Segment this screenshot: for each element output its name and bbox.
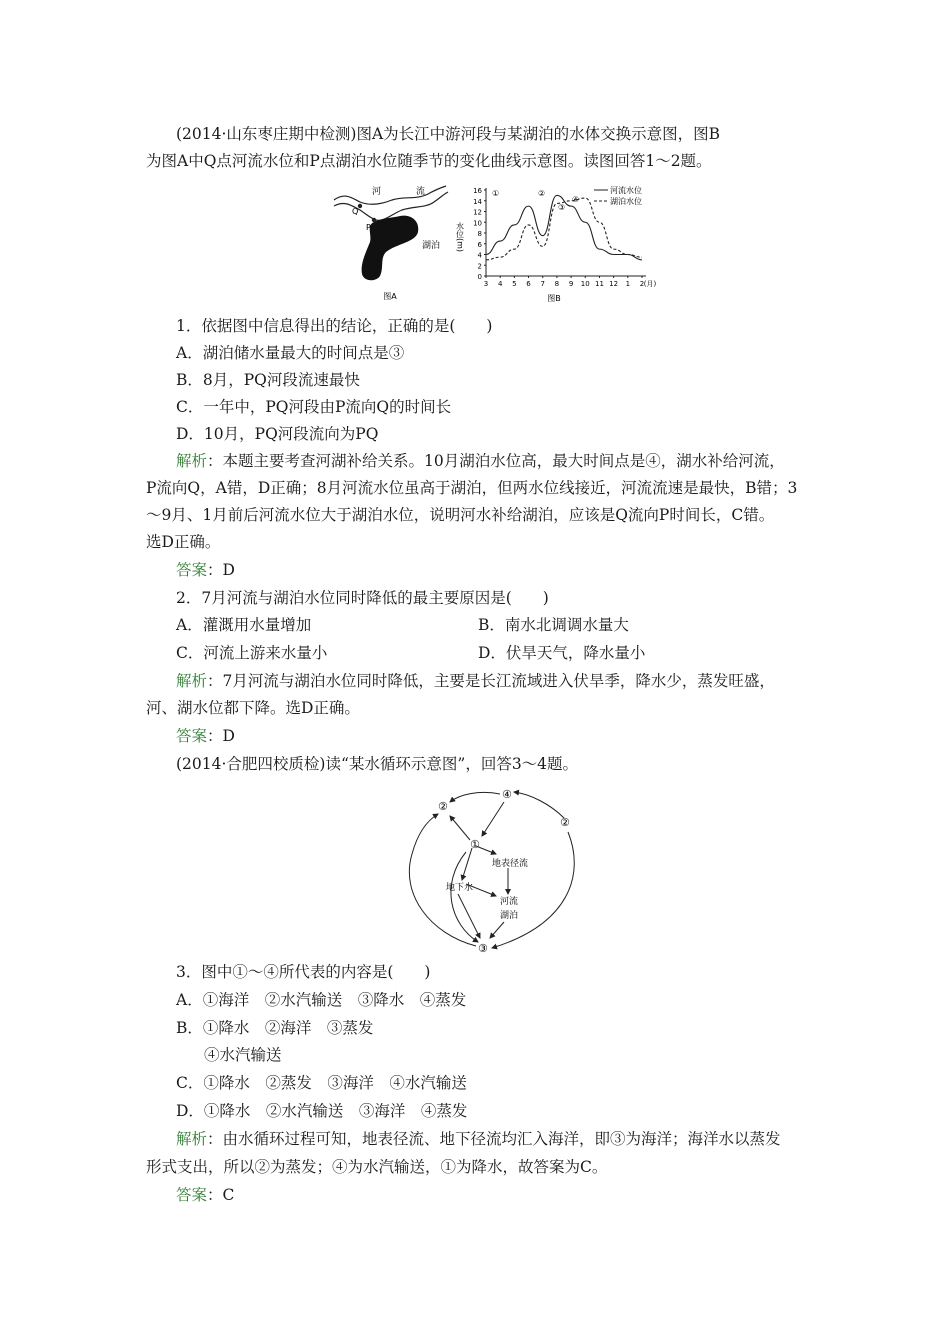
- intro-line-2: 为图A中Q点河流水位和P点湖泊水位随季节的变化曲线示意图。读图回答1～2题。: [146, 152, 712, 170]
- node-3: ③: [478, 942, 488, 955]
- q2-analysis-line-2: 河、湖水位都下降。选D正确。: [146, 699, 360, 717]
- node-1: ①: [470, 838, 480, 851]
- q1-option-a: A．湖泊储水量最大的时间点是③: [176, 344, 405, 362]
- figure-a-caption: 图A: [383, 292, 397, 301]
- q3-answer: [176, 1185, 234, 1205]
- y-tick-label: 4: [477, 251, 482, 260]
- q3-option-a: A．①海洋 ②水汽输送 ③降水 ④蒸发: [176, 991, 467, 1009]
- answer-label: 答案: [176, 561, 208, 579]
- marker-3: ③: [558, 203, 566, 212]
- q1-stem: 1．依据图中信息得出的结论，正确的是( ): [176, 317, 493, 335]
- x-tick-label: 2: [639, 280, 645, 288]
- q3-analysis-line-2: 形式支出，所以②为蒸发；④为水汽输送，①为降水，故答案为C。: [146, 1158, 608, 1176]
- answer-label: 答案: [176, 727, 208, 745]
- p-point: [372, 218, 376, 222]
- analysis-label: 解析: [176, 672, 208, 690]
- node-2-right: ②: [560, 816, 570, 829]
- q2-analysis-line-1: [176, 671, 775, 691]
- q1-answer: [176, 560, 235, 580]
- marker-1: ①: [492, 189, 500, 198]
- y-tick-label: 12: [473, 208, 482, 217]
- x-tick-label: 10: [580, 280, 590, 288]
- q3-option-c: C．①降水 ②蒸发 ③海洋 ④水汽输送: [176, 1074, 467, 1092]
- lake-label: 湖泊: [422, 241, 441, 251]
- node-2-left: ②: [438, 800, 448, 813]
- x-tick-label: 3: [483, 280, 489, 288]
- analysis-text: ：本题主要考查河湖补给关系。10月湖泊水位高，最大时间点是④，湖水补给河流，: [207, 452, 785, 470]
- river-label-1: 河: [372, 187, 382, 197]
- q1-analysis-line-2: P流向Q，A错，D正确；8月河流水位虽高于湖泊，但两水位线接近，河流流速是最快，B错；3: [146, 479, 798, 497]
- x-tick-label: 4: [497, 280, 503, 288]
- river-label: 河流: [500, 897, 519, 907]
- marker-2: ②: [538, 189, 546, 198]
- x-tick-label: 8: [554, 280, 560, 288]
- answer-value: ：D: [207, 561, 235, 579]
- q1-option-b: B．8月，PQ河段流速最快: [176, 371, 360, 389]
- analysis-label: 解析: [176, 452, 208, 470]
- q1-analysis-line-3: ～9月、1月前后河流水位大于湖泊水位，说明河水补给湖泊，应该是Q流向P时间长，C错。: [146, 506, 775, 524]
- p-label: P: [366, 223, 371, 232]
- analysis-text: ：7月河流与湖泊水位同时降低，主要是长江流域进入伏旱季，降水少，蒸发旺盛，: [207, 672, 775, 690]
- q2-option-d: D．伏旱天气，降水量小: [478, 644, 646, 662]
- lake-label: 湖泊: [500, 911, 519, 921]
- answer-label: 答案: [176, 1186, 208, 1204]
- x-tick-label: 7: [540, 280, 545, 288]
- q1-analysis-line-1: [176, 451, 785, 471]
- figure-b-chart: [452, 184, 662, 304]
- water-cycle-diagram: [400, 784, 590, 956]
- q-point: [358, 204, 362, 208]
- y-tick-label: 14: [473, 197, 482, 206]
- q3-analysis-line-1: [176, 1129, 781, 1149]
- q1-option-c: C．一年中，PQ河段由P流向Q的时间长: [176, 398, 452, 416]
- q2-option-b: B．南水北调调水量大: [478, 616, 629, 634]
- x-tick-label: 1: [625, 280, 631, 288]
- x-tick-label: 6: [526, 280, 531, 288]
- surface-runoff-label: 地表径流: [492, 859, 529, 869]
- x-tick-label: 11: [594, 280, 604, 288]
- figure-a: [330, 184, 450, 304]
- river-label-2: 流: [416, 187, 426, 197]
- q3-option-b: B．①降水 ②海洋 ③蒸发: [176, 1019, 374, 1037]
- legend-lake: 湖泊水位: [610, 197, 642, 206]
- intro-2: (2014·合肥四校质检)读“某水循环示意图”，回答3～4题。: [176, 755, 579, 773]
- q2-answer: [176, 726, 235, 746]
- y-tick-label: 2: [477, 262, 482, 271]
- x-tick-label: 5: [512, 280, 517, 288]
- q3-stem: 3．图中①～④所代表的内容是( ): [176, 963, 431, 981]
- x-tick-label: 12: [609, 280, 619, 288]
- q2-option-a: A．灌溉用水量增加: [176, 616, 312, 634]
- y-tick-label: 10: [473, 219, 482, 228]
- q2-stem: 2．7月河流与湖泊水位同时降低的最主要原因是( ): [176, 589, 549, 607]
- legend-river: 河流水位: [610, 186, 642, 195]
- intro-line-1: (2014·山东枣庄期中检测)图A为长江中游河段与某湖泊的水体交换示意图，图B: [176, 125, 721, 143]
- groundwater-label: 地下水: [446, 883, 474, 893]
- analysis-text: ：由水循环过程可知，地表径流、地下径流均汇入海洋，即③为海洋；海洋水以蒸发: [207, 1130, 781, 1148]
- answer-value: ：C: [207, 1186, 235, 1204]
- q2-option-c: C．河流上游来水量小: [176, 644, 328, 662]
- x-tick-label: 9: [568, 280, 574, 288]
- q3-option-b-cont: ④水汽输送: [204, 1046, 282, 1064]
- y-tick-label: 0: [477, 273, 482, 281]
- figure-b-caption: 图B: [547, 294, 561, 303]
- y-tick-label: 6: [477, 240, 482, 249]
- y-axis-label: 水位(m): [455, 222, 465, 253]
- q1-analysis-line-4: 选D正确。: [146, 533, 221, 551]
- y-tick-label: 8: [477, 230, 482, 238]
- q-label: Q: [352, 207, 359, 216]
- marker-4: ④: [572, 195, 580, 204]
- answer-value: ：D: [207, 727, 235, 745]
- q3-option-d: D．①降水 ②水汽输送 ③海洋 ④蒸发: [176, 1102, 468, 1120]
- analysis-label: 解析: [176, 1130, 208, 1148]
- node-4: ④: [502, 788, 512, 801]
- q1-option-d: D．10月，PQ河段流向为PQ: [176, 425, 379, 443]
- y-tick-label: 16: [473, 187, 482, 195]
- x-unit-label: (月): [643, 280, 657, 288]
